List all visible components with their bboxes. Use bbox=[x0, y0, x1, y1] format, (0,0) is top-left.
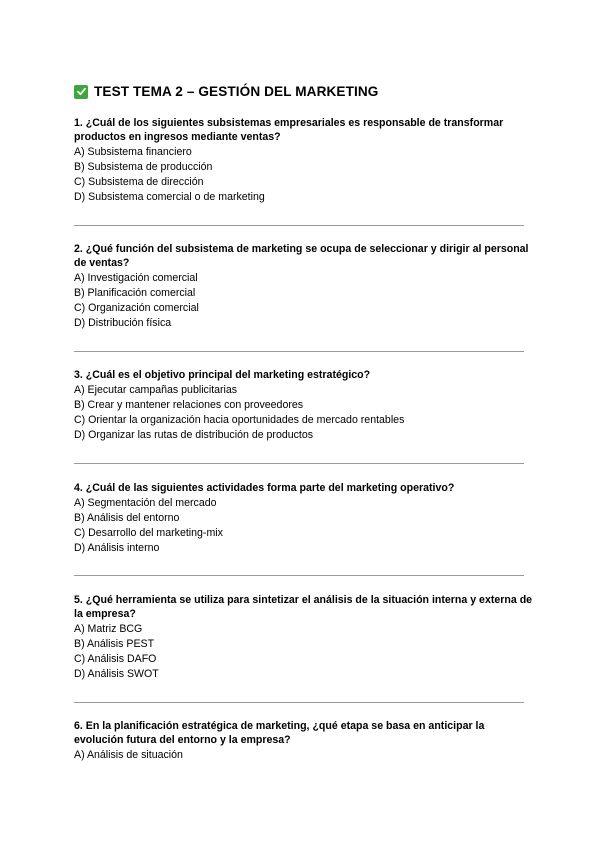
question-5 bbox=[74, 593, 534, 682]
option-d: D) Análisis SWOT bbox=[74, 668, 159, 680]
check-mark-icon bbox=[74, 85, 88, 99]
option-a: A) Segmentación del mercado bbox=[74, 497, 217, 509]
option-b: B) Análisis del entorno bbox=[74, 512, 180, 524]
option-d: D) Análisis interno bbox=[74, 542, 160, 554]
title-text: TEST TEMA 2 – GESTIÓN DEL MARKETING bbox=[94, 84, 379, 99]
question-2 bbox=[74, 242, 534, 331]
option-b: B) Planificación comercial bbox=[74, 287, 196, 299]
option-c: C) Organización comercial bbox=[74, 302, 199, 314]
question-4 bbox=[74, 481, 534, 556]
option-b: B) Crear y mantener relaciones con proveedores bbox=[74, 399, 304, 411]
divider bbox=[74, 575, 524, 576]
option-b: B) Subsistema de producción bbox=[74, 161, 213, 173]
option-c: C) Desarrollo del marketing-mix bbox=[74, 527, 223, 539]
divider bbox=[74, 463, 524, 464]
option-a: A) Subsistema financiero bbox=[74, 146, 192, 158]
option-d: D) Organizar las rutas de distribución de productos bbox=[74, 429, 314, 441]
question-3 bbox=[74, 368, 534, 443]
question-text: 5. ¿Qué herramienta se utiliza para sintetizar el análisis de la situación interna y externa de la empresa? bbox=[74, 594, 533, 620]
option-d: D) Subsistema comercial o de marketing bbox=[74, 191, 265, 203]
question-text: 1. ¿Cuál de los siguientes subsistemas empresariales es responsable de transformar productos en ingresos mediante ventas? bbox=[74, 117, 504, 143]
option-c: C) Subsistema de dirección bbox=[74, 176, 204, 188]
divider bbox=[74, 225, 524, 226]
page-title bbox=[74, 84, 378, 99]
option-a: A) Análisis de situación bbox=[74, 749, 183, 761]
option-d: D) Distribución física bbox=[74, 317, 172, 329]
option-c: C) Análisis DAFO bbox=[74, 653, 157, 665]
divider bbox=[74, 351, 524, 352]
option-c: C) Orientar la organización hacia oportunidades de mercado rentables bbox=[74, 414, 405, 426]
question-6 bbox=[74, 719, 534, 763]
option-a: A) Matriz BCG bbox=[74, 623, 143, 635]
question-1 bbox=[74, 116, 534, 205]
option-a: A) Ejecutar campañas publicitarias bbox=[74, 384, 238, 396]
question-text: 4. ¿Cuál de las siguientes actividades forma parte del marketing operativo? bbox=[74, 482, 455, 494]
option-b: B) Análisis PEST bbox=[74, 638, 155, 650]
question-text: 2. ¿Qué función del subsistema de marketing se ocupa de seleccionar y dirigir al personal de ventas? bbox=[74, 243, 529, 269]
option-a: A) Investigación comercial bbox=[74, 272, 198, 284]
question-text: 6. En la planificación estratégica de marketing, ¿qué etapa se basa en anticipar la evolución futura del entorno y la empresa? bbox=[74, 720, 485, 746]
divider bbox=[74, 702, 524, 703]
question-text: 3. ¿Cuál es el objetivo principal del marketing estratégico? bbox=[74, 369, 371, 381]
